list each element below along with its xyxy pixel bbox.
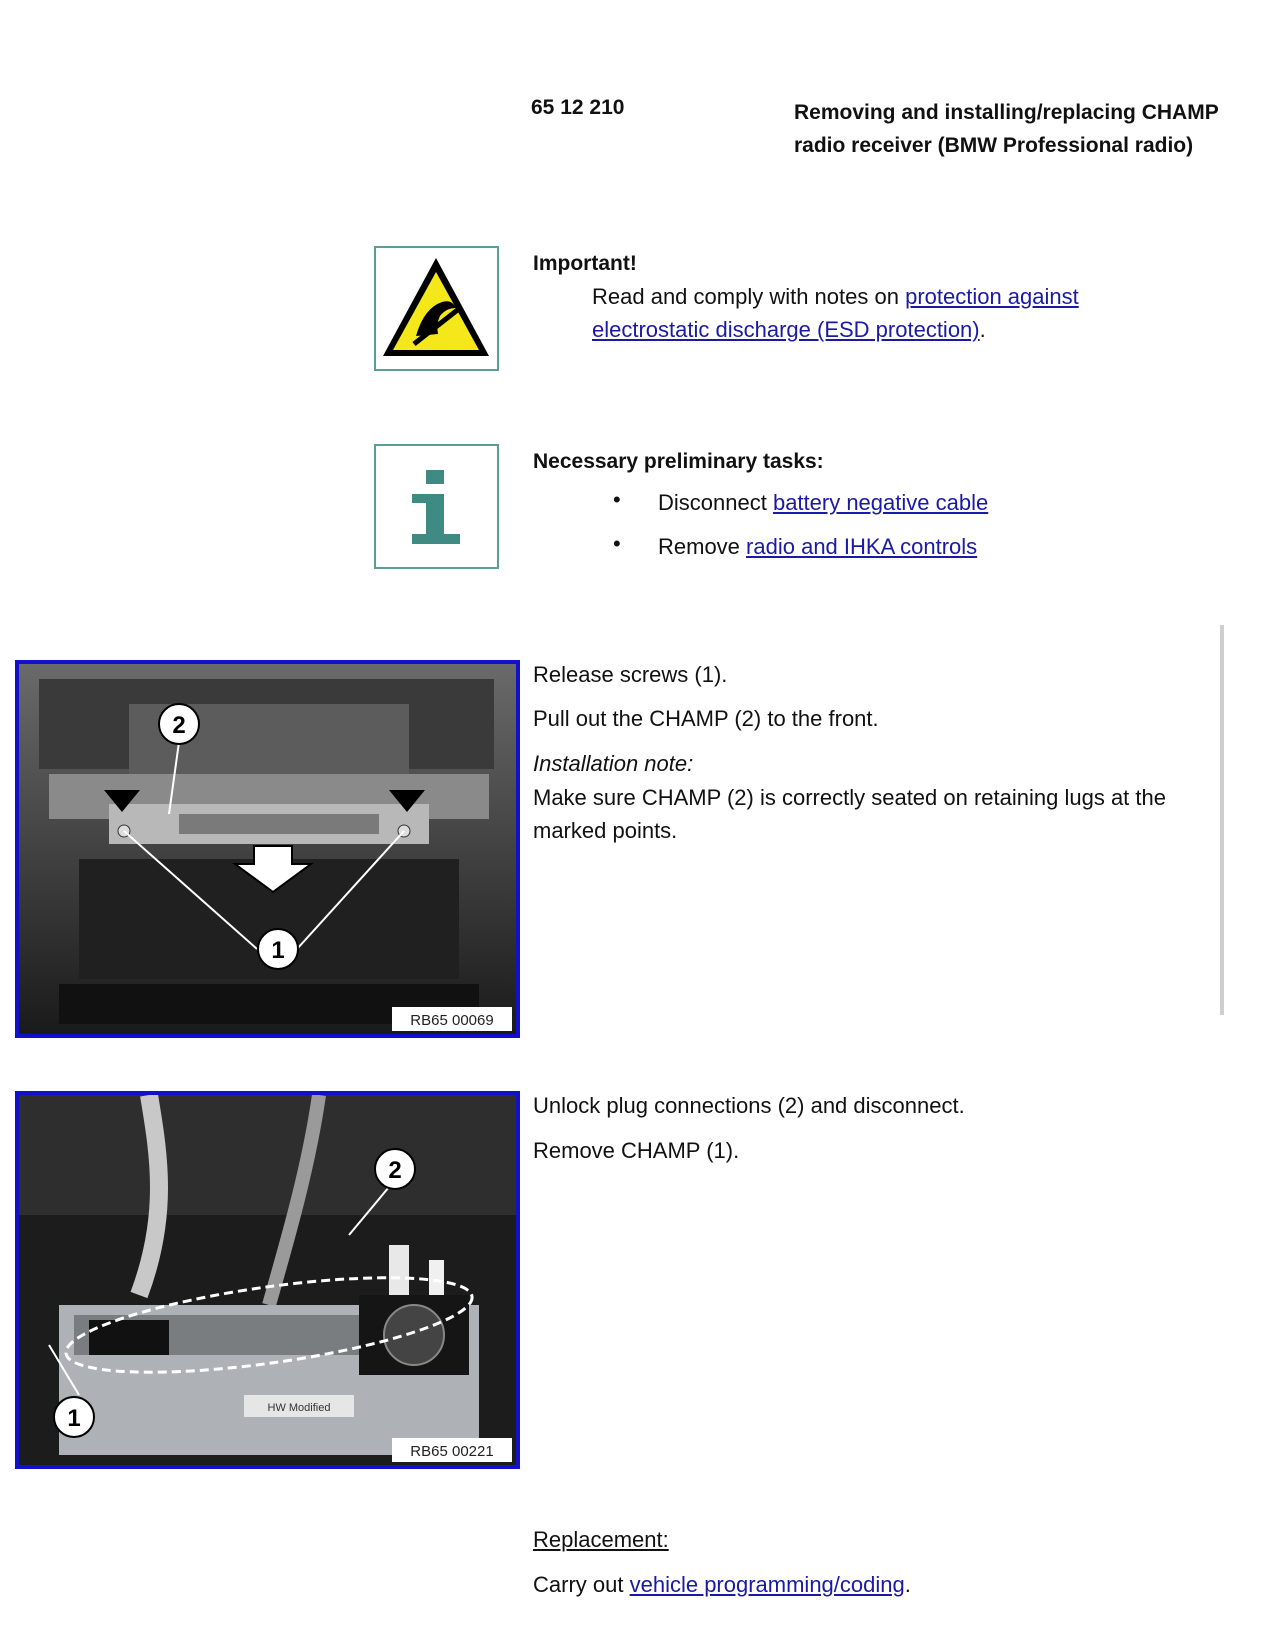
important-text [592,280,1192,346]
step2-line: Unlock plug connections (2) and disconnect. [533,1093,965,1118]
preliminary-item [613,531,621,557]
replacement-text-after: . [904,1572,911,1597]
important-text-after: . [979,317,986,342]
preliminary-item [613,487,621,513]
bullet-icon: • [613,487,621,512]
important-label: Important! [533,252,637,275]
vehicle-programming-link[interactable]: vehicle programming/coding [629,1572,905,1597]
figure-plug-connections [15,1091,520,1469]
replacement-label: Replacement: [533,1527,669,1552]
figure-code: RB65 00069 [410,1012,494,1029]
esd-protection-link[interactable]: protection against electrostatic discharge (ESD protection) [592,284,1079,342]
replacement-text [533,1568,911,1601]
page-edge-mark [1220,625,1224,1015]
callout-2-label: 2 [388,1157,402,1184]
preliminary-label: Necessary preliminary tasks: [533,450,824,473]
callout-1-label: 1 [271,937,285,964]
installation-note-text: Make sure CHAMP (2) is correctly seated on retaining lugs at the marked points. [533,785,1166,843]
preliminary-prefix: Disconnect [658,490,773,515]
esd-warning-icon [374,246,499,371]
bullet-icon: • [613,531,621,556]
preliminary-item-text [658,530,977,563]
document-code: 65 12 210 [531,96,625,119]
callout-2-label: 2 [172,712,186,739]
preliminary-item-text [658,486,988,519]
step2-line: Remove CHAMP (1). [533,1138,740,1163]
step1-line: Pull out the CHAMP (2) to the front. [533,706,879,731]
figure-code: RB65 00221 [410,1443,494,1460]
preliminary-prefix: Remove [658,534,747,559]
installation-note-label: Installation note: [533,751,694,776]
figure-champ-removal [15,660,520,1038]
hw-modified-sticker: HW Modified [267,1402,331,1414]
info-icon [374,444,499,569]
radio-ihka-controls-link[interactable]: radio and IHKA controls [746,534,978,559]
important-text-before: Read and comply with notes on [592,284,906,309]
callout-1-label: 1 [67,1405,81,1432]
replacement-text-before: Carry out [533,1572,630,1597]
page-title: Removing and installing/replacing CHAMP radio receiver (BMW Professional radio) [794,101,1219,157]
step1-line: Release screws (1). [533,662,728,687]
battery-negative-cable-link[interactable]: battery negative cable [772,490,989,515]
